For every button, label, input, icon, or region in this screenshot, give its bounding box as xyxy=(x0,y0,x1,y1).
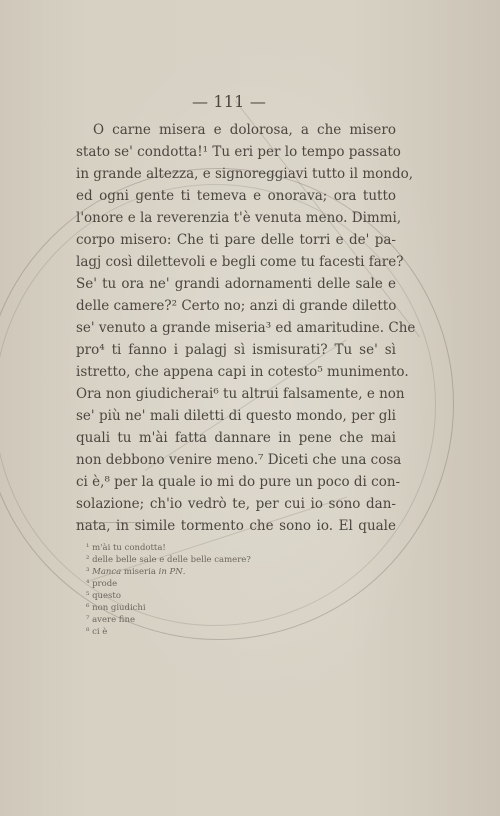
footnote-2: ² delle belle sale e delle belle camere? xyxy=(86,555,251,565)
footnote-3 xyxy=(86,566,251,578)
text-line: se' più ne' mali diletti di questo mondo, per gli xyxy=(76,408,396,424)
footnote-3-middle: miseria xyxy=(121,567,159,577)
footnote-6: ⁶ non giudichi xyxy=(86,603,146,613)
page-number: — 111 — xyxy=(191,92,267,111)
text-line: non debbono venire meno.⁷ Diceti che una cosa xyxy=(76,452,402,468)
footnote-4: ⁴ prode xyxy=(86,579,118,589)
text-line: delle camere?² Certo no; anzi di grande diletto xyxy=(76,298,397,314)
footnote-3-italic-a: Manca xyxy=(92,567,122,577)
text-line: stato se' condotta!¹ Tu eri per lo tempo passato xyxy=(76,144,401,160)
text-line: ci è,⁸ per la quale io mi do pure un poco di con- xyxy=(76,474,401,490)
footnote-3-suffix: . xyxy=(182,567,186,577)
text-line: in grande altezza, e signoreggiavi tutto il mondo, xyxy=(76,166,414,182)
footnotes xyxy=(86,542,251,638)
text-line: Se' tu ora ne' grandi adornamenti delle sale e xyxy=(76,276,396,292)
footnote-rule xyxy=(76,522,144,523)
text-line: solazione; ch'io vedrò te, per cui io sono dan- xyxy=(76,496,396,512)
footnote-5: ⁵ questo xyxy=(86,591,121,601)
footnote-3-prefix: ³ xyxy=(86,567,93,577)
text-line: lagj così dilettevoli e begli come tu facesti fare? xyxy=(76,254,404,270)
text-line: pro⁴ ti fanno i palagj sì ismisurati? Tu se' sì xyxy=(76,342,396,358)
text-line: corpo misero: Che ti pare delle torri e de' pa- xyxy=(76,232,396,248)
footnote-7: ⁷ avere fine xyxy=(86,615,135,625)
text-line: O carne misera e dolorosa, a che misero xyxy=(93,122,396,138)
text-line: ed ogni gente ti temeva e onorava; ora tutto xyxy=(76,188,396,204)
text-line: quali tu m'ài fatta dannare in pene che mai xyxy=(76,430,396,446)
footnote-1: ¹ m'ài tu condotta! xyxy=(86,543,166,553)
text-line: Ora non giudicherai⁶ tu altrui falsamente, e non xyxy=(76,386,405,402)
footnote-3-italic-b: in PN xyxy=(158,567,183,577)
text-line: nata, in simile tormento che sono io. El quale xyxy=(76,518,396,534)
text-line: istretto, che appena capi in cotesto⁵ munimento. xyxy=(76,364,409,380)
main-text xyxy=(76,119,416,537)
text-line: l'onore e la reverenzia t'è venuta meno. Dimmi, xyxy=(76,210,402,226)
text-line: se' venuto a grande miseria³ ed amaritudine. Che xyxy=(76,320,416,336)
footnote-8: ⁸ ci è xyxy=(86,627,108,637)
